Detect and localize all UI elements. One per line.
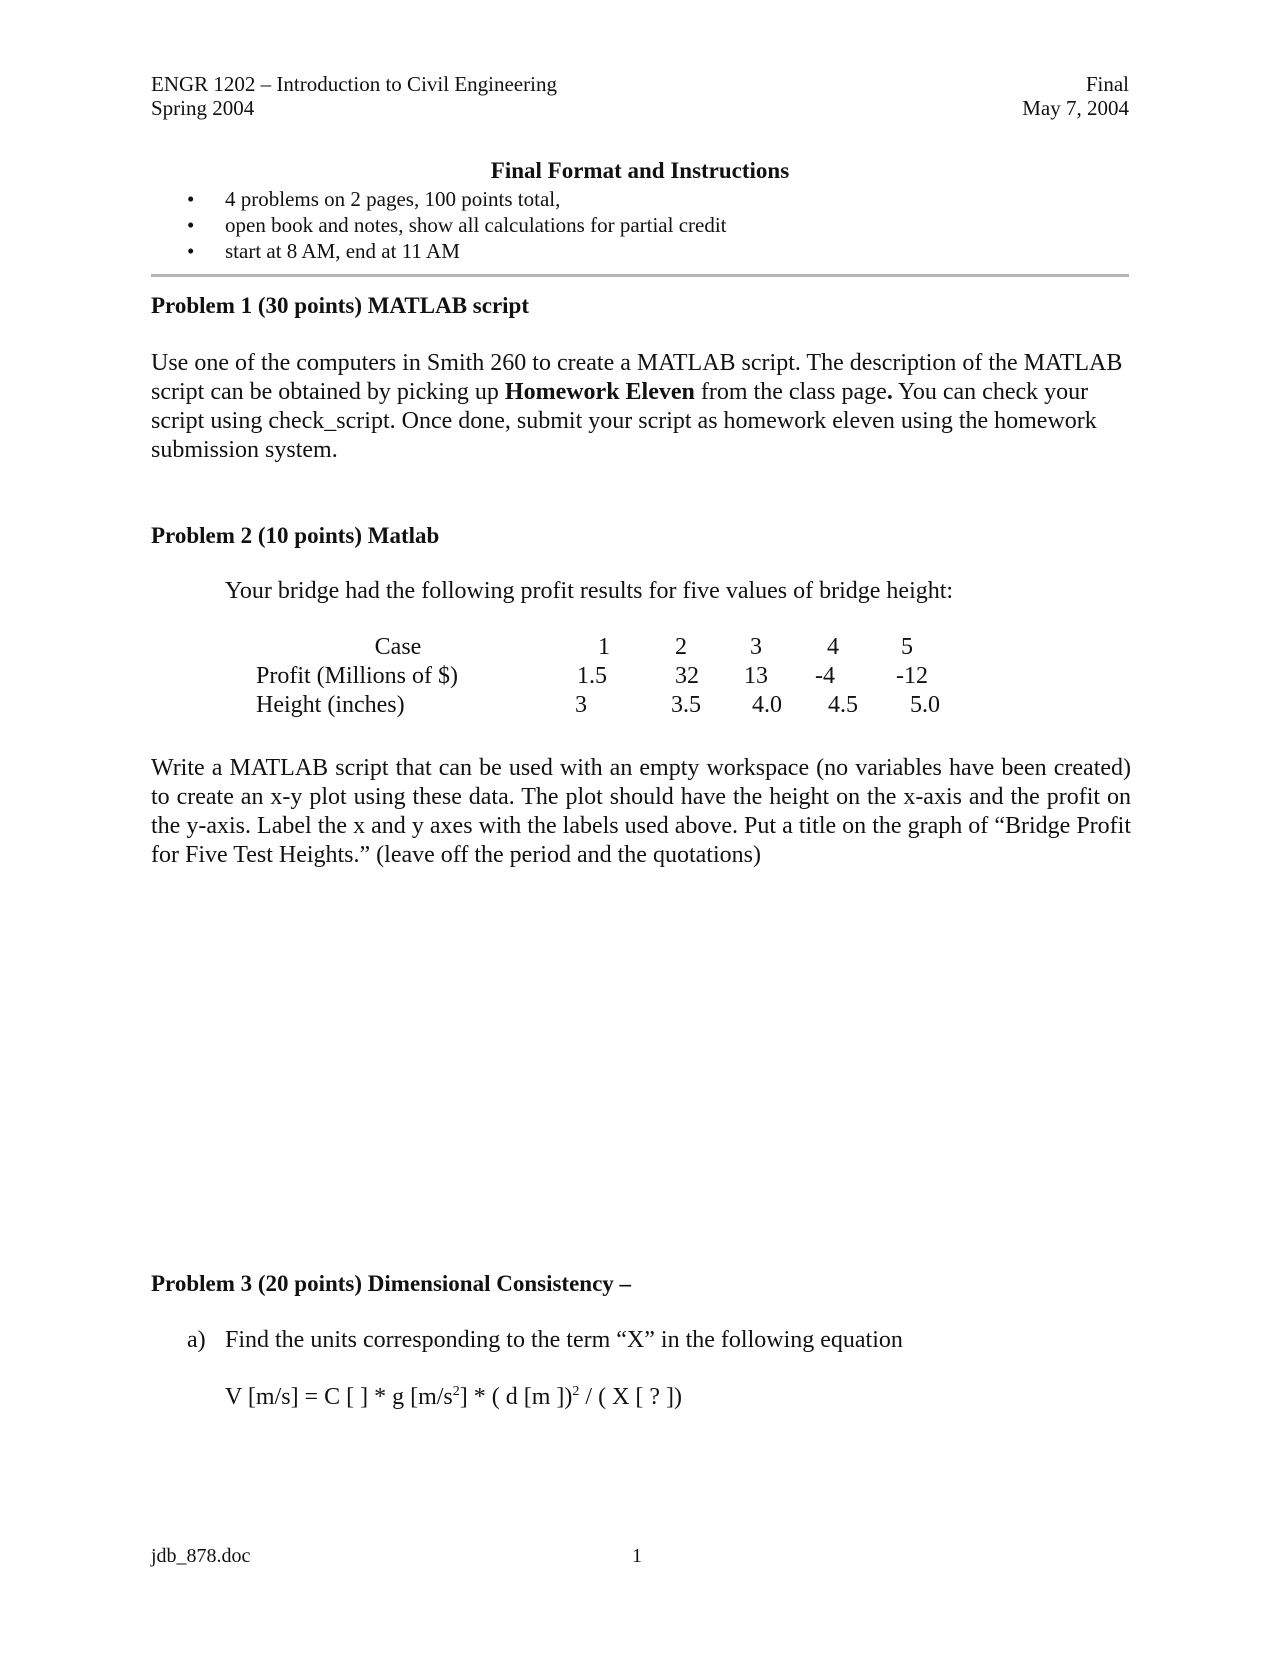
table-row-label: Height (inches) xyxy=(256,692,405,718)
table-row-label: Profit (Millions of $) xyxy=(256,663,458,689)
table-cell: 5 xyxy=(901,634,913,660)
problem3-heading: Problem 3 (20 points) Dimensional Consistency – xyxy=(151,1271,632,1296)
table-cell: 3 xyxy=(750,634,762,660)
problem3-part-a-label: a) xyxy=(187,1327,206,1353)
table-cell: -12 xyxy=(896,663,928,689)
table-cell: -4 xyxy=(815,663,835,689)
table-cell: 4.0 xyxy=(752,692,782,718)
list-item: • open book and notes, show all calculations for partial credit xyxy=(187,213,727,237)
term: Spring 2004 xyxy=(151,96,255,120)
bullet-glyph: • xyxy=(187,187,195,211)
table-row-label: Case xyxy=(374,634,422,660)
footer-filename: jdb_878.doc xyxy=(151,1545,251,1567)
homework-eleven-emphasis: Homework Eleven xyxy=(504,379,695,405)
table-cell: 13 xyxy=(744,663,768,689)
course-title: ENGR 1202 – Introduction to Civil Engineering xyxy=(151,72,557,96)
page-number: 1 xyxy=(632,1545,642,1567)
problem1-text: Use one of the computers in Smith 260 to create a MATLAB script. The description of the MATLAB script can be obtained by picking up Homework Eleven from the class page. You can check your script using check_script. Once done, submit your script as homework eleven using the homework submission system. xyxy=(151,350,1123,463)
problem2-instructions: Write a MATLAB script that can be used with an empty workspace (no variables have been created) to create an x-y plot using these data. The plot should have the height on the x-axis and the profit on the y-axis. Label the x and y axes with the labels used above. Put a title on the graph of “Bridge Profit for Five Test Heights.” (leave off the period and the quotations) xyxy=(151,755,1131,868)
table-cell: 32 xyxy=(675,663,699,689)
instructions-list xyxy=(187,186,1087,264)
list-item: • 4 problems on 2 pages, 100 points total, xyxy=(187,187,561,211)
problem3-part-a-text: Find the units corresponding to the term “X” in the following equation xyxy=(225,1327,903,1353)
horizontal-divider xyxy=(151,274,1129,277)
header-right xyxy=(1022,72,1129,120)
problem2-intro: Your bridge had the following profit results for five values of bridge height: xyxy=(225,578,954,604)
list-item: • start at 8 AM, end at 11 AM xyxy=(187,239,460,263)
table-cell: 3.5 xyxy=(671,692,701,718)
exam-date: May 7, 2004 xyxy=(1022,96,1129,120)
table-cell: 4.5 xyxy=(828,692,858,718)
table-cell: 2 xyxy=(675,634,687,660)
units-equation: V [m/s] = C [ ] * g $[m/s^2]$ * ( d [m ])$^2$ / ( X [ ? ]) xyxy=(225,1384,683,1410)
table-cell: 1 xyxy=(598,634,610,660)
header-left xyxy=(151,72,557,120)
bullet-glyph: • xyxy=(187,213,195,237)
table-cell: 3 xyxy=(575,692,587,718)
instructions-title: Final Format and Instructions xyxy=(490,158,790,183)
table-cell: 5.0 xyxy=(910,692,940,718)
problem2-heading: Problem 2 (10 points) Matlab xyxy=(151,523,440,548)
table-cell: 1.5 xyxy=(577,663,607,689)
exam-name: Final xyxy=(1085,72,1129,96)
problem1-heading: Problem 1 (30 points) MATLAB script xyxy=(151,293,529,318)
bullet-glyph: • xyxy=(187,239,195,263)
table-cell: 4 xyxy=(827,634,839,660)
